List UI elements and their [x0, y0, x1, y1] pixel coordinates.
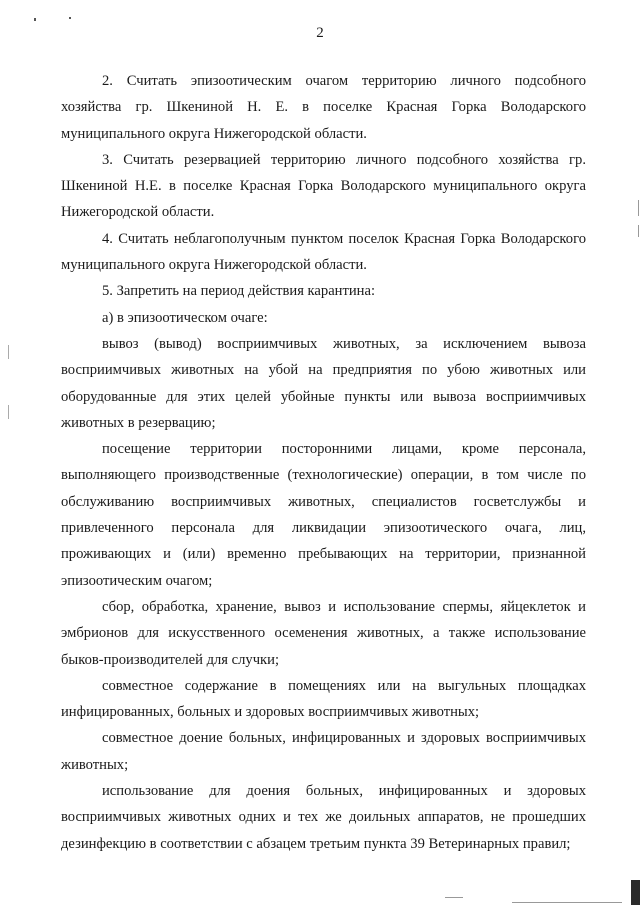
page-number: 2: [316, 25, 324, 41]
prohibition-semen: сбор, обработка, хранение, вывоз и использование спермы, яйцеклеток и эмбрионов для искусственного осеменения животных, а также использование быков-производителей для случки;: [61, 598, 586, 668]
prohibition-joint-keeping: совместное содержание в помещениях или на выгульных площадках инфицированных, больных и здоровых восприимчивых животных;: [61, 677, 586, 721]
document-body: [61, 68, 586, 857]
paragraph-item-2: 2. Считать эпизоотическим очагом территорию личного подсобного хозяйства гр. Шкениной Н. Е. в поселке Красная Горка Володарского муниципального округа Нижегородской области.: [61, 73, 586, 142]
prohibition-joint-milking: совместное доение больных, инфицированных и здоровых восприимчивых животных;: [61, 730, 586, 773]
scan-edge-mark: [8, 405, 9, 419]
prohibition-visits: посещение территории посторонними лицами, кроме персонала, выполняющего производственные (технологические) операции, в том числе по обслуживанию восприимчивых животных, специалистов госветслужбы и привлеченного персонала для ликвидации эпизоотического очага, лиц, проживающих и (или) временно пребывающих на территории, признанной эпизоотическим очагом;: [61, 441, 586, 589]
scan-edge-mark: [638, 200, 639, 216]
scan-edge-mark: [8, 345, 9, 359]
paragraph-item-5: 5. Запретить на период действия карантина:: [102, 283, 376, 300]
scan-edge-shadow: [631, 880, 640, 905]
prohibition-removal: вывоз (вывод) восприимчивых животных, за исключением вывоза восприимчивых животных на убой на предприятия по убою животных или оборудованные для этих целей убойные пункты или вывоза восприимчивых животных в резервацию;: [61, 335, 586, 431]
paragraph-item-3: 3. Считать резервацией территорию личного подсобного хозяйства гр. Шкениной Н.Е. в поселке Красная Горка Володарского муниципального округа Нижегородской области.: [61, 151, 586, 221]
scan-speck: [34, 18, 36, 21]
scan-edge-mark: [512, 902, 622, 903]
scan-speck: [69, 17, 71, 19]
prohibition-milking-machines: использование для доения больных, инфицированных и здоровых восприимчивых животных одних и тех же доильных аппаратов, не прошедших дезинфекцию в соответствии с абзацем третьим пункта 39 Ветеринарных правил;: [61, 783, 586, 852]
subparagraph-a-heading: а) в эпизоотическом очаге:: [102, 309, 268, 326]
scan-edge-mark: [638, 225, 639, 237]
scan-edge-mark: [445, 897, 463, 898]
paragraph-item-4: 4. Считать неблагополучным пунктом поселок Красная Горка Володарского муниципального округа Нижегородской области.: [61, 230, 586, 274]
